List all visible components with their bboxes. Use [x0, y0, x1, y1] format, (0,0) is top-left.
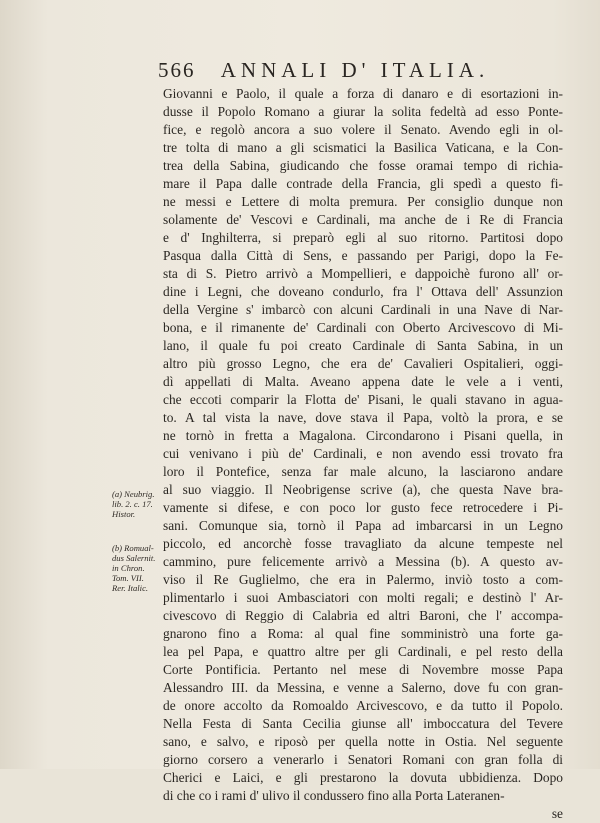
- text-line: lea pel Papa, e quattro altre per gli Cardinali, e pel resto della: [163, 644, 563, 659]
- margin-note-line: lib. 2. c. 17.: [112, 499, 153, 509]
- running-title: ANNALI D' ITALIA.: [220, 58, 490, 82]
- text-line: viso il Re Guglielmo, che era in Palermo, inviò tosto a com-: [163, 572, 563, 587]
- text-line: sano, e salvo, e riposò per quella notte in Ostia. Nel seguente: [163, 734, 563, 749]
- margin-note-line: in Chron.: [112, 563, 145, 573]
- margin-note-line: Rer. Italic.: [112, 583, 149, 593]
- text-line: cui venivano i più de' Cardinali, e non avendo essi trovato fra: [163, 446, 563, 461]
- text-line: giorno corsero a venerarlo i Senatori Romani con gran folla di: [163, 752, 563, 767]
- margin-note-b: [112, 543, 164, 593]
- text-line: vamente si difese, e con poco lor gusto fece retrocedere i Pi-: [163, 500, 563, 515]
- body-text: [163, 85, 563, 823]
- text-line: di che co i rami d' ulivo il condussero fino alla Porta Lateranen-: [163, 788, 505, 803]
- text-line: e d' Inghilterra, si preparò egli al suo ritorno. Partitosi dopo: [163, 230, 563, 245]
- text-line: loro il Pontefice, senza far male alcuno, la lasciarono andare: [163, 464, 563, 479]
- text-line: Pasqua dalla Città di Sens, e passando per Parigi, dopo la Fe-: [163, 248, 563, 263]
- text-line: sani. Comunque sia, tornò il Papa ad imbarcarsi in un Legno: [163, 518, 563, 533]
- text-line: al suo viaggio. Il Neobrigense scrive (a), che questa Nave bra-: [163, 482, 563, 497]
- text-line: piccolo, ed ancorchè fosse travagliato da alcune tempeste nel: [163, 536, 563, 551]
- page-header: [158, 58, 490, 84]
- margin-note-line: (b) Romual-: [112, 543, 154, 553]
- margin-note-line: Histor.: [112, 509, 136, 519]
- text-line: sta di S. Pietro arrivò a Mompellieri, e dappoichè furono all' or-: [163, 266, 563, 281]
- text-line: dine i Legni, che doveano condurlo, fra l' Ottava dell' Assunzion: [163, 284, 563, 299]
- text-line: solamente de' Vescovi e Cardinali, ma anche de i Re di Francia: [163, 212, 563, 227]
- catchword: se: [551, 806, 563, 821]
- text-line: ne tornò in fretta a Magalona. Circondarono i Pisani quella, in: [163, 428, 563, 443]
- text-line: plimentarlo i suoi Ambasciatori con molti regali; e destinò l' Ar-: [163, 590, 563, 605]
- text-line: ne messi e Lettere di molta premura. Per consiglio dunque non: [163, 194, 563, 209]
- text-line: dì appellati di Malta. Aveano appena date le vele a i venti,: [163, 374, 563, 389]
- text-line: trea della Sabina, giudicando che fosse oramai tempo di richia-: [163, 158, 563, 173]
- margin-note-line: dus Salernit.: [112, 553, 156, 563]
- text-line: bona, e il rimanente de' Cardinali con Oberto Arcivescovo di Mi-: [163, 320, 563, 335]
- text-line: de onore accolto da Romoaldo Arcivescovo, e da tutto il Popolo.: [163, 698, 563, 713]
- text-line: Nella Festa di Santa Cecilia giunse all' imboccatura del Tevere: [163, 716, 563, 731]
- text-line: cammino, pure felicemente arrivò a Messina (b). A questo av-: [163, 554, 563, 569]
- page-number: 566: [158, 58, 196, 82]
- margin-note-line: (a) Neubrig.: [112, 489, 155, 499]
- text-line: Giovanni e Paolo, il quale a forza di danaro e di esortazioni in-: [163, 86, 563, 101]
- text-line: dusse il Popolo Romano a giurar la solita fedeltà ad esso Ponte-: [163, 104, 563, 119]
- text-line: fice, e regolò ancora a suo volere il Senato. Avendo egli in ol-: [163, 122, 563, 137]
- text-line: gnarono fino a Roma: al qual fine somministrò una forte ga-: [163, 626, 563, 641]
- margin-note-line: Tom. VII.: [112, 573, 144, 583]
- text-line: mare il Papa dalle contrade della Francia, gli spedì a questo fi-: [163, 176, 563, 191]
- text-line: della Vergine s' imbarcò con alcuni Cardinali in una Nave di Nar-: [163, 302, 563, 317]
- text-line: tre tolta di mano a gli scismatici la Basilica Vaticana, e la Con-: [163, 140, 563, 155]
- text-line: to. A tal vista la nave, dove stava il Papa, voltò la prora, e se: [163, 410, 563, 425]
- text-line: che eccoti comparir la Flotta de' Pisani, le quali stavano in agua-: [163, 392, 563, 407]
- text-line: altro più grosso Legno, che era de' Cavalieri Ospitalieri, oggi-: [163, 356, 563, 371]
- text-line: civescovo di Reggio di Calabria ed altri Baroni, che l' accompa-: [163, 608, 563, 623]
- text-line: Cherici e Laici, e gli prestarono la dovuta ubbidienza. Dopo: [163, 770, 563, 785]
- margin-note-a: [112, 489, 164, 519]
- text-line: lano, il quale fu poi creato Cardinale di Santa Sabina, in un: [163, 338, 563, 353]
- text-line: Alessandro III. da Messina, e venne a Salerno, dove fu con gran-: [163, 680, 563, 695]
- text-line: Corte Pontificia. Pertanto nel mese di Novembre mosse Papa: [163, 662, 563, 677]
